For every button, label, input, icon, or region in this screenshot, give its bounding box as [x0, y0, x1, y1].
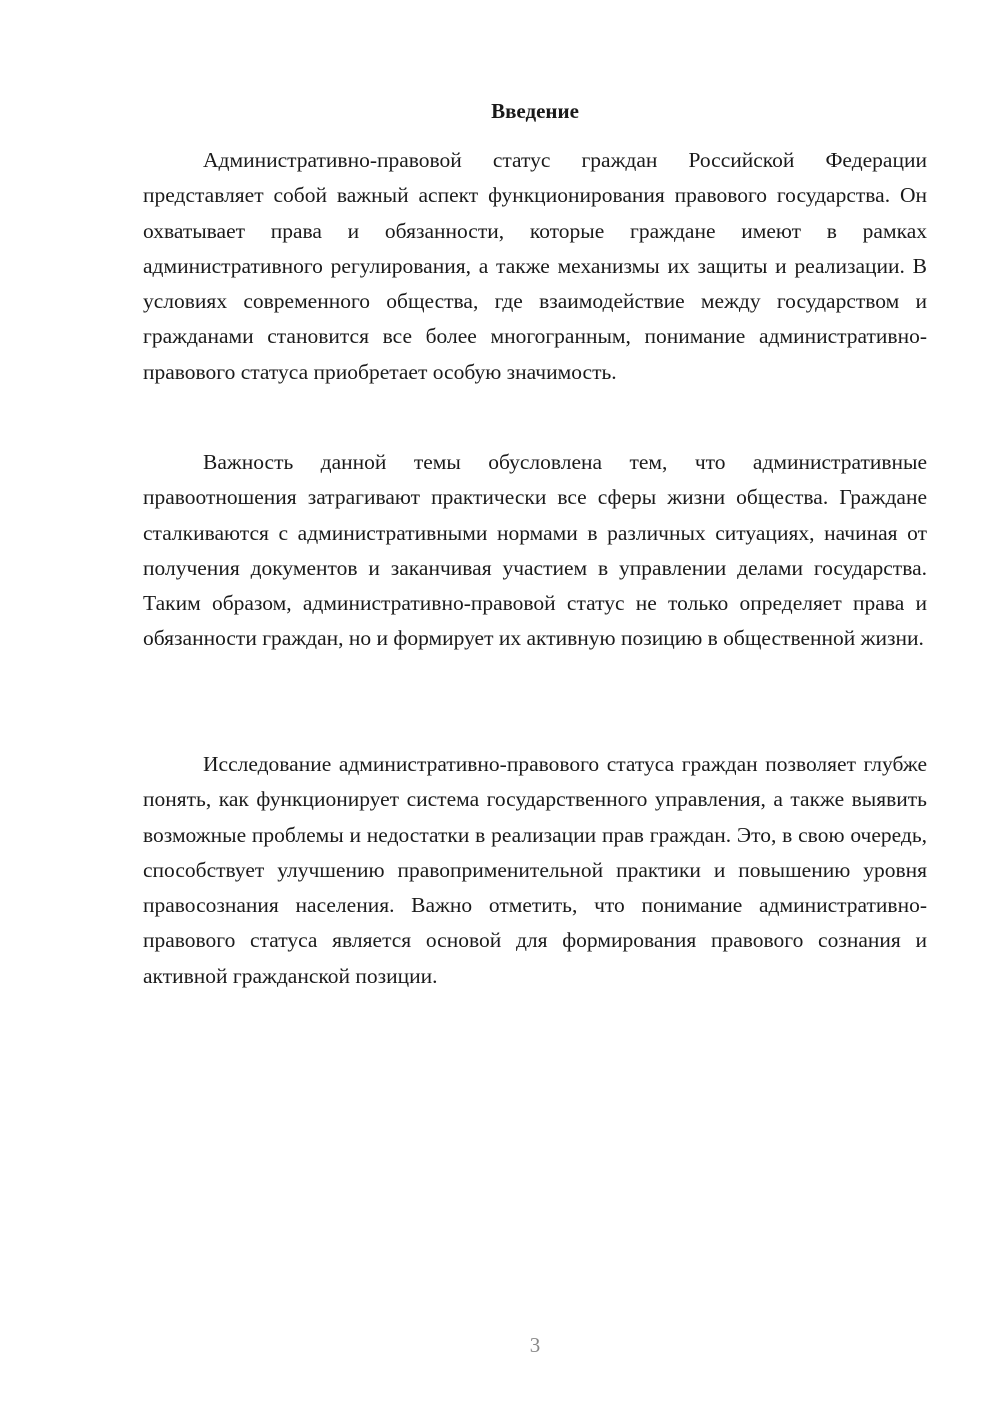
paragraph-1: Административно-правовой статус граждан Российской Федерации представляет собой важный аспект функционирования правового государства. Он охватывает права и обязанности, которые граждане имеют в рамках административного регулирования, а также механизмы их защиты и реализации. В условиях современного общества, где взаимодействие между государством и гражданами становится все более многогранным, понимание административно-правового статуса приобретает особую значимость. — [143, 148, 927, 384]
page-number: 3 — [529, 1333, 541, 1357]
paragraph-3: Исследование административно-правового статуса граждан позволяет глубже понять, как функционирует система государственного управления, а также выявить возможные проблемы и недостатки в реализации прав граждан. Это, в свою очередь, способствует улучшению правоприменительной практики и повышению уровня правосознания населения. Важно отметить, что понимание административно-правового статуса является основой для формирования правового сознания и активной гражданской позиции. — [143, 752, 927, 988]
paragraph-2: Важность данной темы обусловлена тем, что административные правоотношения затрагивают практически все сферы жизни общества. Граждане сталкиваются с административными нормами в различных ситуациях, начиная от получения документов и заканчивая участием в управлении делами государства. Таким образом, административно-правовой статус не только определяет права и обязанности граждан, но и формирует их активную позицию в общественной жизни. — [143, 450, 927, 651]
section-title: Введение — [491, 99, 579, 123]
